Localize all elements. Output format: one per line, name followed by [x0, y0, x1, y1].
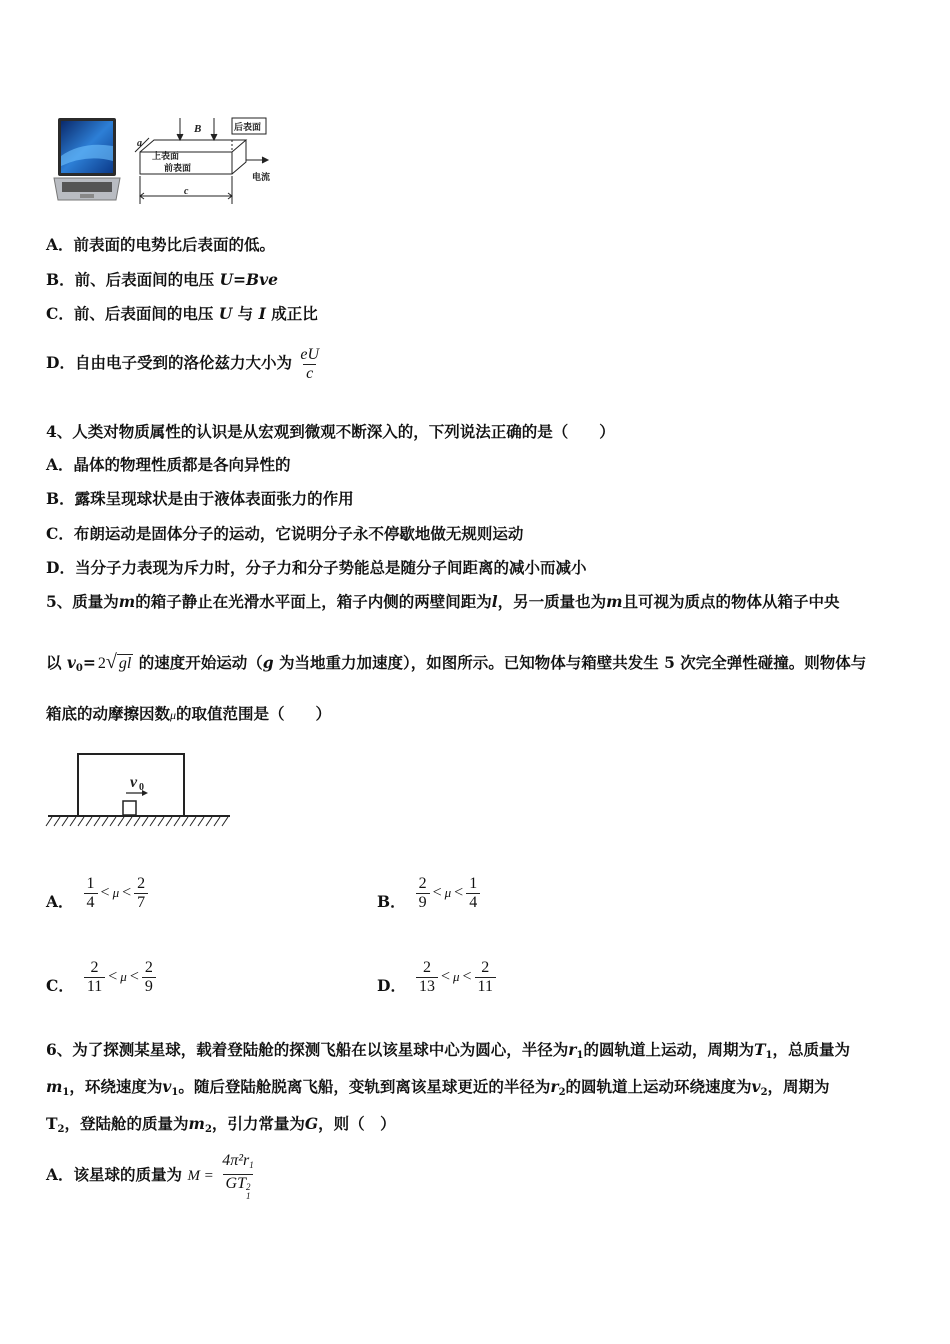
q4-stem: 4、人类对物质属性的认识是从宏观到微观不断深入的，下列说法正确的是（ ）	[46, 422, 615, 441]
figure-label-top: 上表面	[152, 151, 180, 161]
q4-option-d: D．当分子力表现为斥力时，分子力和分子势能总是随分子间距离的减小而减小	[46, 558, 587, 577]
fraction-eU-over-c: $\frac{eU}{c}$	[300, 345, 320, 382]
figure-label-back: 后表面	[234, 122, 262, 132]
q3-option-d: D．自由电子受到的洛伦兹力大小为 $\frac{eU}{c}$	[46, 340, 322, 386]
figure-v0-subscript: 0	[139, 782, 144, 793]
q4-option-b: B．露珠呈现球状是由于液体表面张力的作用	[46, 489, 354, 508]
q6-option-a: A．该星球的质量为 M = 4π²r1 GT 2 1	[46, 1150, 257, 1201]
q3-option-c: C．前、后表面间的电压 U 与 I 成正比	[46, 304, 318, 323]
figure-label-current: 电流	[252, 172, 271, 182]
figure-v0-label: v	[130, 774, 138, 791]
q3-option-a: A．前表面的电势比后表面的低。	[46, 235, 276, 254]
q4-option-a: A．晶体的物理性质都是各向异性的	[46, 455, 291, 474]
laptop-image	[52, 116, 122, 204]
hall-effect-diagram	[132, 110, 282, 210]
q5-stem-line2: 以 $v_0= 2√$ gl 的速度开始运动（g 为当地重力加速度），如图所示。已知物体与箱壁共发生 5 次完全弹性碰撞。则物体与	[46, 651, 867, 674]
q6-stem-line1: 6、为了探测某星球，载着登陆舱的探测飞船在以该星球中心为圆心，半径为$r_1$的圆轨道上运动，周期为$T_1$，总质量为	[46, 1040, 850, 1061]
figure-label-B: B	[194, 123, 202, 135]
figure-label-c: c	[184, 186, 189, 197]
q5-option-c: C． $\frac{2}{11}$ < μ < $\frac{2}{9}$	[46, 954, 156, 1000]
q5-option-b: B． $\frac{2}{9}$ < μ < $\frac{1}{4}$	[377, 870, 480, 916]
fraction-star-mass: 4π²r1 GT 2 1	[222, 1151, 254, 1201]
q5-option-d: D． $\frac{2}{13}$ < μ < $\frac{2}{11}$	[377, 954, 496, 1000]
q5-stem-line1: 5、质量为m的箱子静止在光滑水平面上，箱子内侧的两壁间距为l，另一质量也为m且可视为质点的物体从箱子中央	[46, 592, 840, 611]
q5-stem-line3: 箱底的动摩擦因数μ的取值范围是（ ）	[46, 704, 332, 723]
q6-stem-line3: $T_2$，登陆舱的质量为$m_2$，引力常量为G，则（ ）	[46, 1114, 396, 1135]
q5-option-a: A． $\frac{1}{4}$ < μ < $\frac{2}{7}$	[46, 870, 148, 916]
figure-label-front: 前表面	[164, 163, 192, 173]
q6-stem-line2: $m_1$，环绕速度为$v_1$。随后登陆舱脱离飞船，变轨到离该星球更近的半径为$r_2$的圆轨道上运动环绕速度为$v_2$，周期为	[46, 1077, 830, 1098]
q4-option-c: C．布朗运动是固体分子的运动，它说明分子永不停歇地做无规则运动	[46, 524, 524, 543]
box-on-surface-figure	[44, 746, 234, 832]
figure-label-a: a	[137, 138, 142, 149]
q3-option-b: B．前、后表面间的电压 U=Bve	[46, 270, 278, 289]
